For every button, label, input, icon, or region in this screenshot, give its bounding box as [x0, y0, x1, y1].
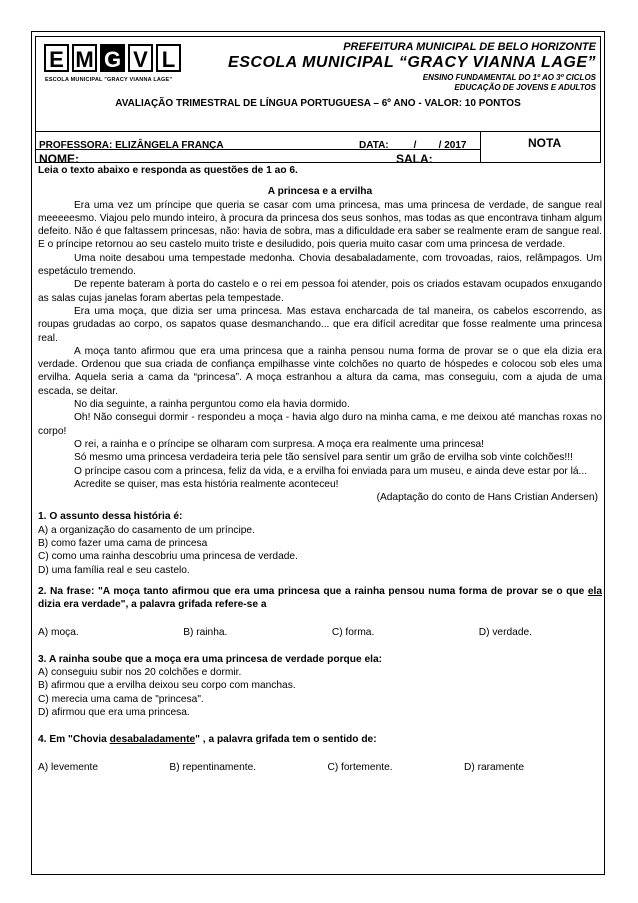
question-4-options	[38, 761, 602, 774]
story-source: (Adaptação do conto de Hans Cristian Andersen)	[376, 492, 598, 504]
question-1-prompt: 1. O assunto dessa história é:	[38, 511, 183, 523]
story-paragraph: Uma noite desabou uma tempestade medonha. Chovia desabaladamente, com trovoadas, raios, relâmpagos. Um espetáculo tremendo.	[38, 252, 602, 278]
question-4-option[interactable]: A) levemente	[38, 761, 99, 773]
story-paragraph: O príncipe casou com a princesa, feliz da vida, e a ervilha foi enviada para um museu, e ainda deve estar por lá...	[74, 465, 588, 477]
instruction: Leia o texto abaixo e responda as questões de 1 ao 6.	[38, 165, 298, 176]
question-3-prompt: 3. A rainha soube que a moça era uma princesa de verdade porque ela:	[38, 653, 383, 665]
question-2-option[interactable]: B) rainha.	[183, 626, 228, 638]
story-paragraph: De repente bateram à porta do castelo e o rei em pessoa foi atender, pois os criados estavam ocupados enxugando as salas cujas janelas foram abertas pela tempestade.	[38, 279, 602, 304]
story-paragraph: Oh! Não consegui dormir - respondeu a moça - havia algo duro na minha cama, e me deixou até manchas roxas no corpo!	[38, 412, 602, 437]
underlined-word: desabaladamente	[109, 734, 196, 746]
question-1-option[interactable]: B) como fazer uma cama de princesa	[38, 538, 208, 550]
prompt-text: dizia era verdade", a palavra grifada refere-se a	[38, 599, 267, 611]
question-4-option[interactable]: B) repentinamente.	[169, 761, 257, 773]
underlined-word: ela	[587, 585, 602, 597]
question-2-options	[38, 626, 602, 639]
divider	[36, 131, 600, 132]
level-text: EDUCAÇÃO DE JOVENS E ADULTOS	[454, 83, 596, 92]
divider	[36, 149, 480, 150]
story-title: A princesa e a ervilha	[267, 186, 373, 198]
exam-content	[38, 164, 602, 774]
question-3-option[interactable]: C) merecia uma cama de "princesa".	[38, 693, 204, 705]
story-paragraph: Era uma vez um príncipe que queria se casar com uma princesa, mas uma princesa de verdade, de sangue real meeeeesmo. Viajou pelo mundo inteiro, à procura da princesa dos seus sonhos, mas todas as que encontrava tinham algum defeito. Não é que faltassem princesas, não: havia de sobra, mas a dificuldade era saber se realmente eram de sangue real. E o príncipe retornou ao seu castelo muito triste e desiludido, pois queria muito casar com uma princesa de verdade.	[38, 199, 602, 251]
question-4-option[interactable]: D) raramente	[463, 761, 524, 773]
logo-caption: ESCOLA MUNICIPAL "GRACY VIANNA LAGE"	[45, 77, 173, 83]
question-4-option[interactable]: C) fortemente.	[327, 761, 393, 773]
question-4-prompt	[38, 733, 602, 746]
divider	[480, 131, 481, 163]
question-2-prompt	[38, 585, 602, 612]
logo-letter: L	[156, 44, 181, 72]
question-2-option[interactable]: A) moça.	[38, 626, 79, 638]
teacher-label: PROFESSORA: ELIZÂNGELA FRANÇA	[39, 140, 224, 151]
prompt-text: 2. Na frase: "A moça tanto afirmou que era uma princesa que a rainha pensou numa forma de provar se o que	[38, 585, 588, 597]
prompt-text: " , a palavra grifada tem o sentido de:	[195, 734, 377, 746]
room-field[interactable]: SALA:	[396, 152, 433, 166]
exam-header	[35, 36, 601, 166]
school-name: ESCOLA MUNICIPAL “GRACY VIANNA LAGE”	[228, 54, 596, 71]
name-field[interactable]: NOME:	[39, 152, 79, 166]
story-paragraph: Era uma moça, que dizia ser uma princesa. Mas estava encharcada de tal maneira, os cabelos escorrendo, as roupas grudadas ao corpo, os sapatos quase desmanchando... que era difícil acreditar que fosse realmente uma princesa real.	[38, 305, 602, 344]
question-3-option[interactable]: A) conseguiu subir nos 20 colchões e dormir.	[38, 667, 242, 679]
logo-letter: M	[72, 44, 97, 72]
logo-letter: E	[44, 44, 69, 72]
question-1-option[interactable]: C) como uma rainha descobriu uma princesa de verdade.	[38, 551, 298, 563]
story-paragraph: Acredite se quiser, mas esta história realmente aconteceu!	[74, 478, 339, 490]
institution-block	[176, 41, 596, 93]
grade-label: NOTA	[528, 136, 562, 150]
story-paragraph: A moça tanto afirmou que era uma princesa que a rainha pensou numa forma de provar se o que ela dizia era verdade. Ordenou que sua criada de confiança empilhasse vinte colchões no quarto de hóspedes e colocou sob eles uma ervilha. Aquela seria a cama da “princesa”. A moça estranhou a altura da cama, mas conseguiu, com a ajuda de uma escada, se deitar.	[38, 345, 602, 397]
question-3-option[interactable]: B) afirmou que a ervilha deixou seu corpo com manchas.	[38, 680, 296, 692]
level-text: ENSINO FUNDAMENTAL DO 1º AO 3º CICLOS	[422, 73, 596, 82]
date-label: DATA: ____/____/ 2017	[359, 140, 467, 151]
question-1-option[interactable]: A) a organização do casamento de um príncipe.	[38, 524, 255, 536]
story-paragraph: Só mesmo uma princesa verdadeira teria pele tão sensível para sentir um grão de ervilha sob vinte colchões!!!	[74, 452, 573, 464]
evaluation-title: AVALIAÇÃO TRIMESTRAL DE LÍNGUA PORTUGUESA – 6º ANO - VALOR: 10 PONTOS	[115, 98, 521, 109]
story-paragraph: No dia seguinte, a rainha perguntou como ela havia dormido.	[74, 399, 350, 411]
logo-letter: V	[128, 44, 153, 72]
story-paragraph: O rei, a rainha e o príncipe se olharam com surpresa. A moça era realmente uma princesa!	[74, 438, 484, 450]
question-2-option[interactable]: C) forma.	[331, 626, 375, 638]
question-1-option[interactable]: D) uma família real e seu castelo.	[38, 564, 190, 576]
prompt-text: 4. Em "Chovia	[38, 734, 110, 746]
question-2-option[interactable]: D) verdade.	[478, 626, 532, 638]
question-3-option[interactable]: D) afirmou que era uma princesa.	[38, 706, 190, 718]
school-logo	[42, 42, 188, 92]
logo-letter: G	[100, 44, 125, 72]
prefeitura-text: PREFEITURA MUNICIPAL DE BELO HORIZONTE	[343, 41, 596, 53]
